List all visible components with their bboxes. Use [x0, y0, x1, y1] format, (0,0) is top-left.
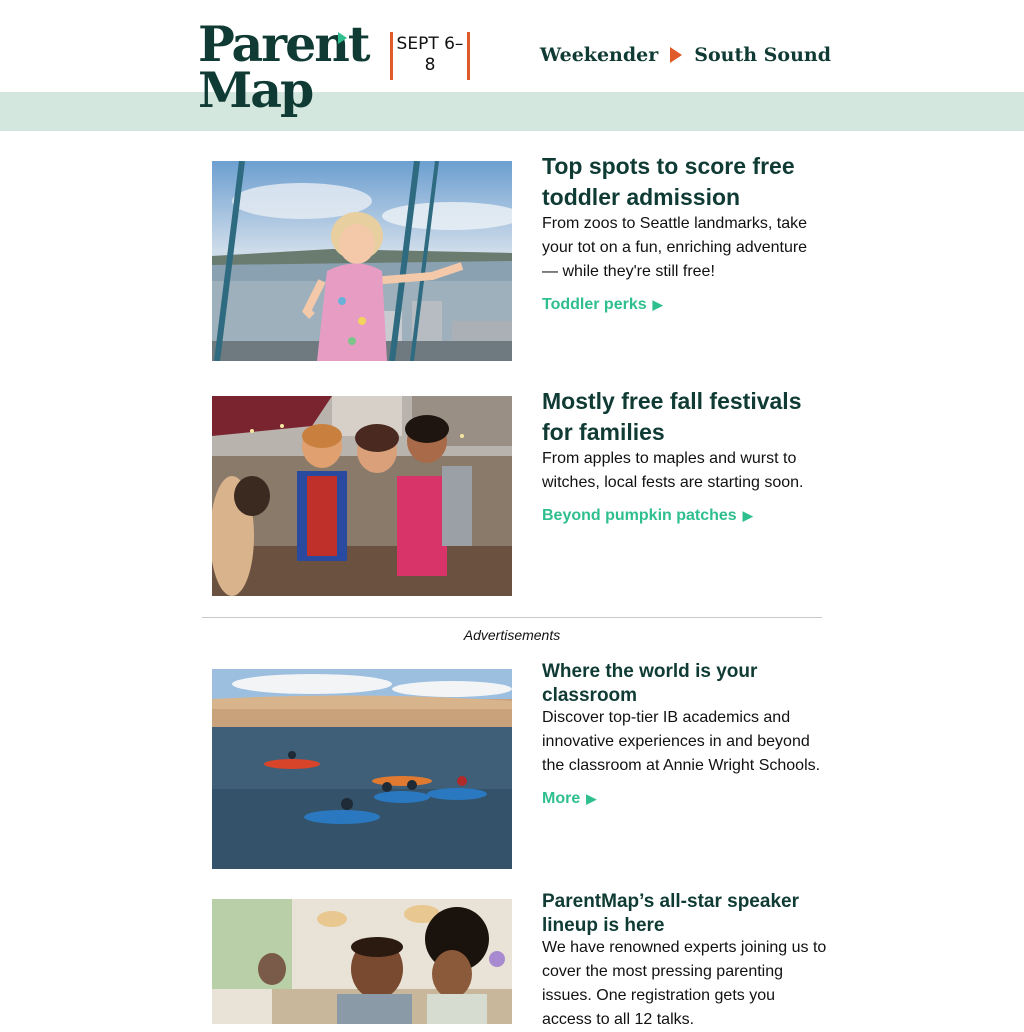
logo-line-2: Map — [198, 61, 313, 119]
article-description: From zoos to Seattle landmarks, take your tot on a fun, enriching adventure — while they're still free! — [542, 215, 808, 280]
ad-title[interactable]: Where the world is your classroom — [542, 661, 758, 706]
link-label: Beyond pumpkin patches — [542, 507, 737, 524]
kayak-photo[interactable] — [212, 669, 512, 869]
more-link[interactable] — [542, 790, 596, 808]
link-label: Toddler perks — [542, 296, 647, 313]
ad-description: We have renowned experts joining us to cover the most pressing parenting issues. One registration gets you access to all 12 talks. — [542, 939, 827, 1028]
date-range: SEPT 6–8 — [390, 32, 470, 80]
arrow-right-icon: ▶ — [652, 297, 663, 312]
parents-photo[interactable] — [212, 899, 512, 1024]
header-band — [0, 92, 1024, 131]
arrow-right-icon: ▶ — [742, 508, 753, 523]
logo-line-1: Parent — [198, 15, 369, 73]
edition-breadcrumb — [540, 44, 831, 66]
toddler-photo[interactable] — [212, 161, 512, 361]
toddler-perks-link[interactable] — [542, 296, 663, 314]
parentmap-logo[interactable] — [198, 15, 369, 120]
logo-play-icon — [338, 32, 347, 44]
ad-description: Discover top-tier IB academics and innovative experiences in and beyond the classroom at Annie Wright Schools. — [542, 709, 821, 774]
festival-photo[interactable] — [212, 396, 512, 596]
section-divider — [202, 617, 822, 618]
beyond-pumpkin-patches-link[interactable] — [542, 507, 753, 525]
advertisements-label: Advertisements — [463, 627, 561, 643]
link-label: More — [542, 790, 581, 807]
article-description: From apples to maples and wurst to witches, local fests are starting soon. — [542, 450, 804, 491]
arrow-right-icon: ▶ — [586, 791, 597, 806]
nav-weekender[interactable]: Weekender — [539, 44, 659, 66]
article-title[interactable]: Mostly free fall festivals for families — [542, 388, 802, 445]
nav-south-sound[interactable]: South Sound — [694, 44, 831, 66]
ad-title[interactable]: ParentMap’s all-star speaker lineup is here — [542, 891, 799, 936]
arrow-right-icon — [670, 47, 682, 63]
article-title[interactable]: Top spots to score free toddler admission — [542, 153, 795, 210]
